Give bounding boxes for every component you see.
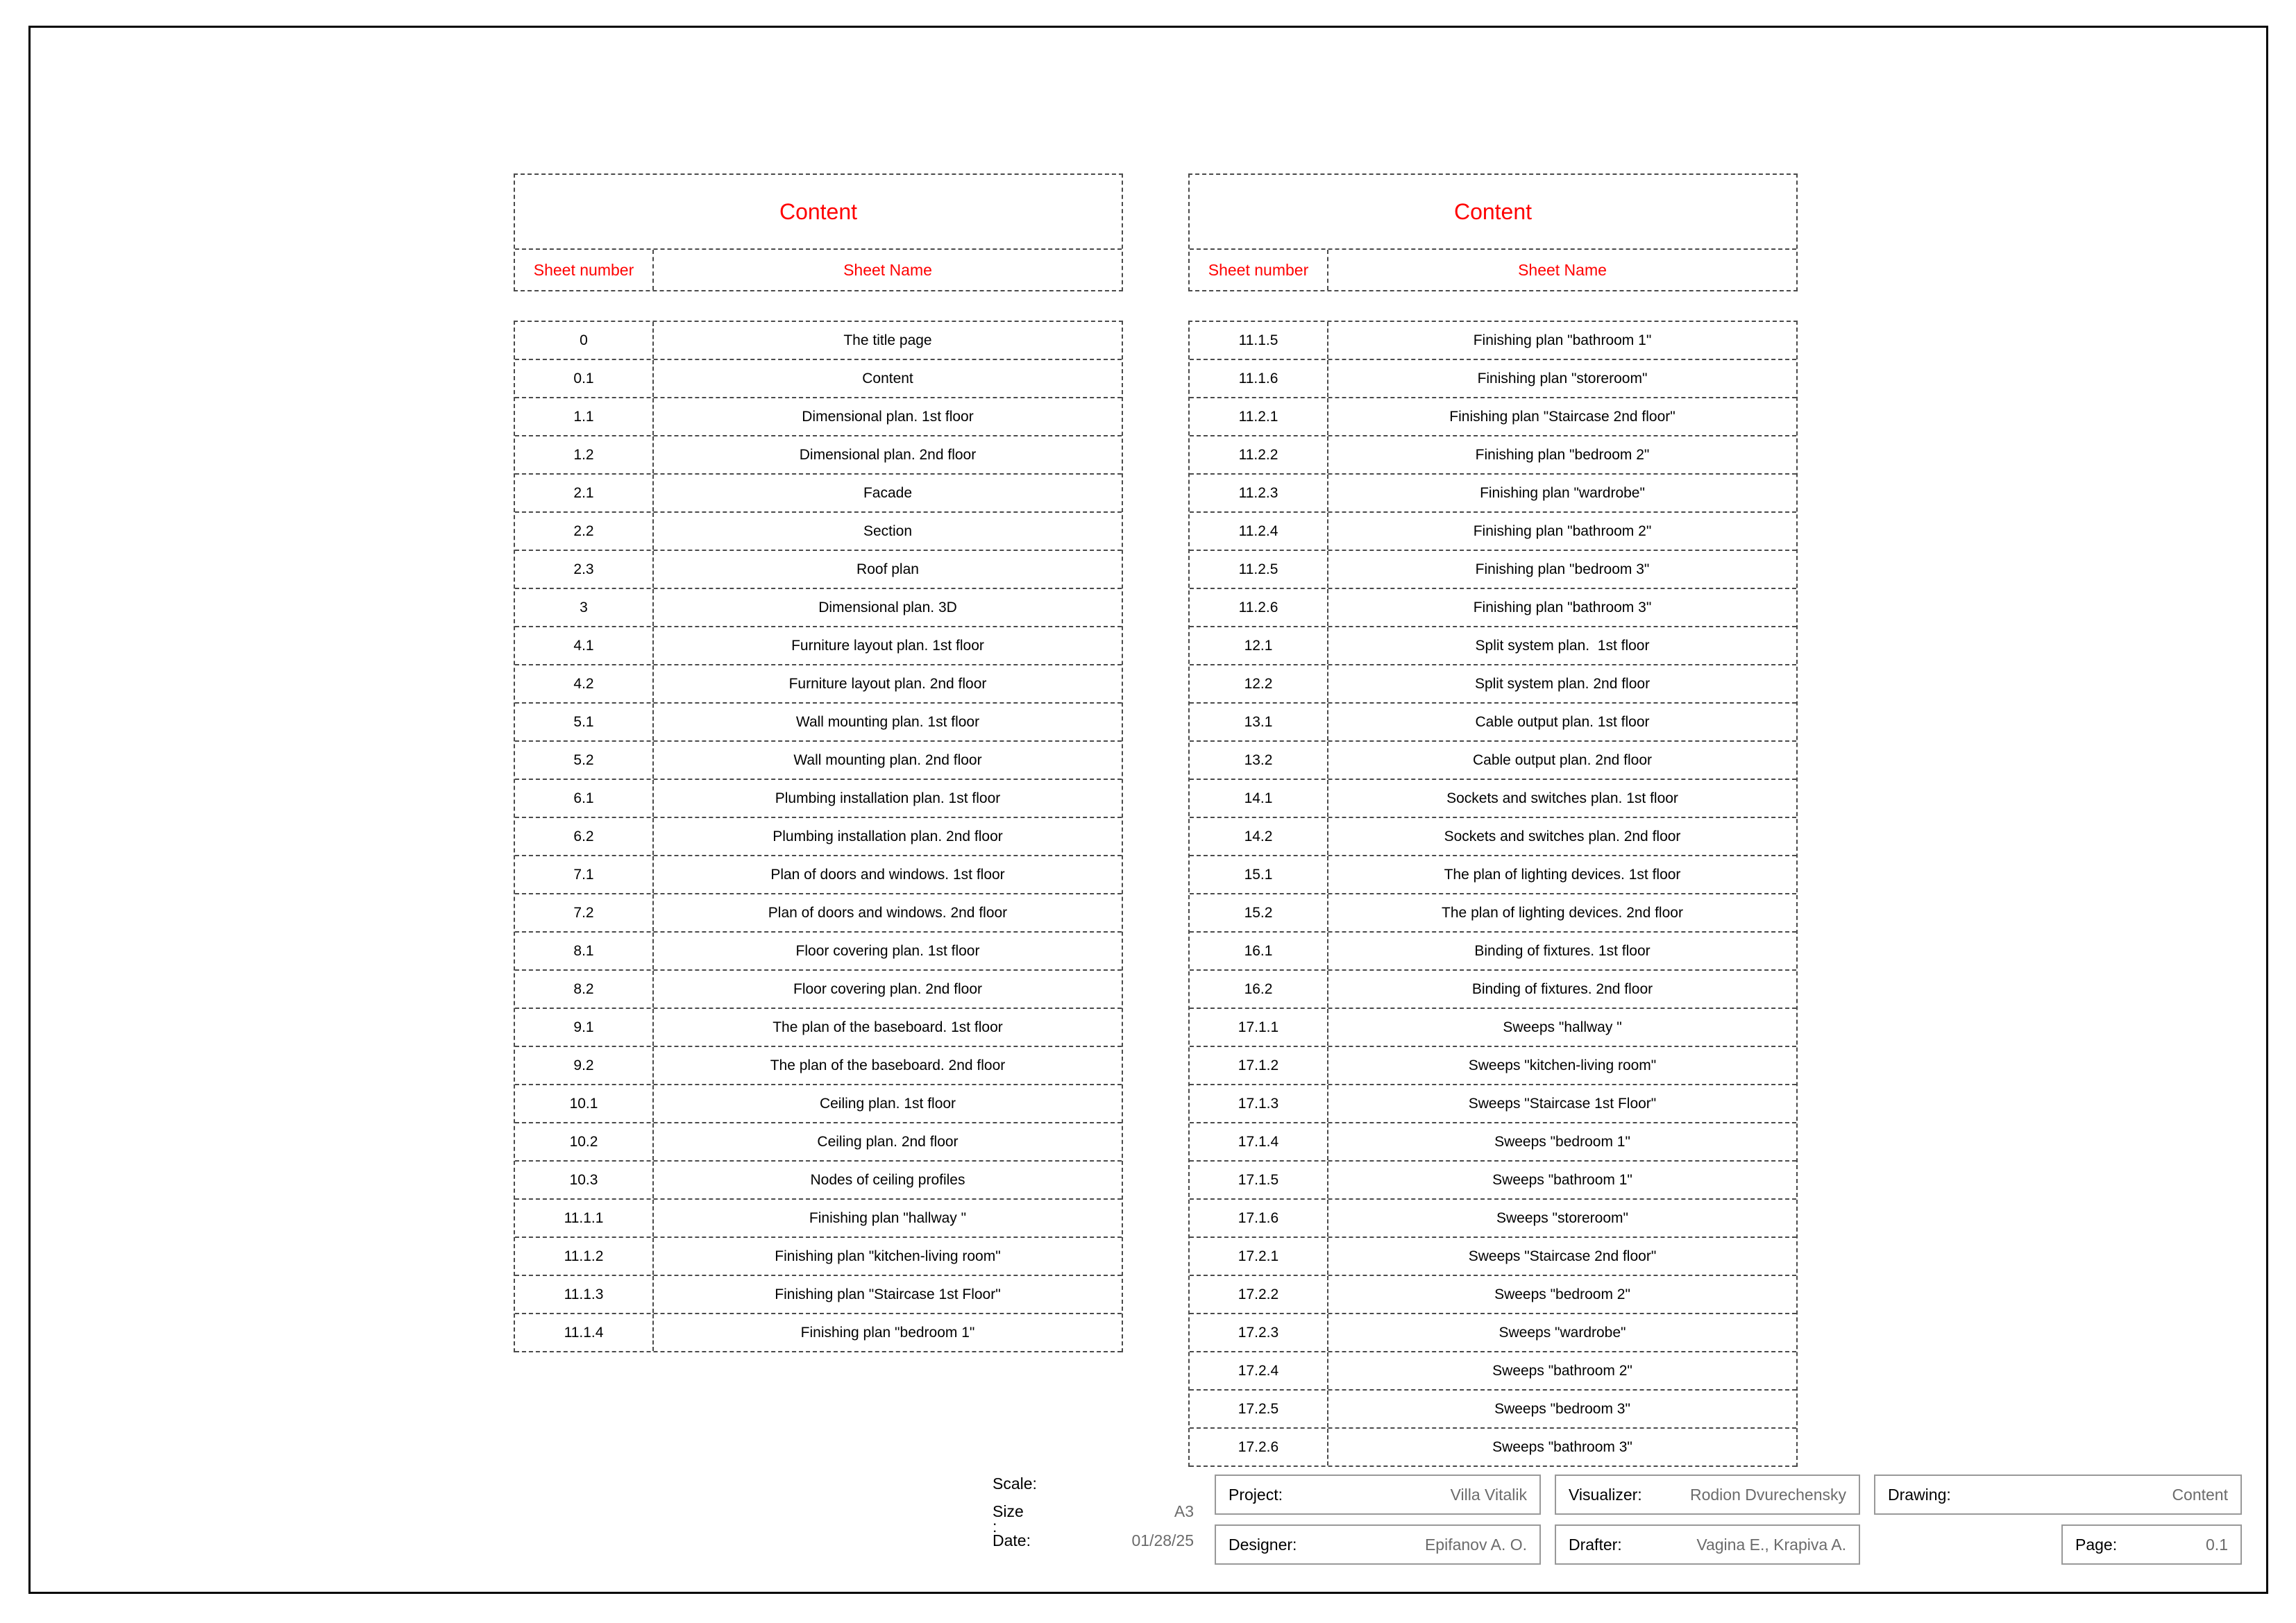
cell-sheet-number: 5.2	[515, 742, 654, 779]
cell-sheet-number: 11.2.3	[1190, 475, 1328, 511]
cell-sheet-number: 17.2.2	[1190, 1276, 1328, 1313]
cell-sheet-number: 11.1.2	[515, 1238, 654, 1275]
cell-sheet-name: Wall mounting plan. 2nd floor	[793, 751, 982, 768]
cell-sheet-number: 0.1	[515, 360, 654, 397]
table-row[interactable]	[1190, 513, 1796, 551]
cell-sheet-name: Plan of doors and windows. 1st floor	[770, 866, 1005, 883]
sheet-border-frame	[28, 26, 2268, 1594]
cell-sheet-name: Sweeps "hallway "	[1503, 1019, 1622, 1035]
cell-sheet-name: Furniture layout plan. 1st floor	[791, 637, 984, 654]
cell-sheet-name: Sweeps "storeroom"	[1496, 1209, 1628, 1226]
drafter-value: Vagina E., Krapiva A.	[1696, 1535, 1846, 1554]
cell-sheet-name: Section	[863, 522, 913, 539]
cell-sheet-name: Finishing plan "bedroom 1"	[800, 1324, 975, 1341]
cell-sheet-number: 2.3	[515, 551, 654, 588]
table-row[interactable]	[515, 322, 1122, 360]
cell-sheet-number: 3	[515, 589, 654, 626]
table-row[interactable]	[515, 589, 1122, 627]
table-row[interactable]	[1190, 933, 1796, 971]
content-title: Content	[1453, 198, 1533, 224]
column-header-sheet-number	[515, 250, 654, 290]
scale-label: Scale:	[993, 1475, 1037, 1493]
content-column-header-row	[515, 250, 1122, 290]
table-row[interactable]	[515, 665, 1122, 704]
cell-sheet-number: 1.1	[515, 398, 654, 435]
cell-sheet-number: 7.1	[515, 856, 654, 893]
visualizer-field[interactable]	[1555, 1475, 1860, 1515]
table-row[interactable]	[515, 780, 1122, 818]
table-row[interactable]	[1190, 1200, 1796, 1238]
cell-sheet-name: Dimensional plan. 3D	[818, 599, 957, 615]
cell-sheet-name: The plan of lighting devices. 2nd floor	[1442, 904, 1683, 921]
visualizer-label: Visualizer:	[1569, 1485, 1642, 1504]
content-table-right-header	[1188, 173, 1798, 291]
table-row[interactable]	[515, 475, 1122, 513]
table-row[interactable]	[515, 856, 1122, 894]
drawing-label: Drawing:	[1888, 1485, 1951, 1504]
cell-sheet-number: 2.1	[515, 475, 654, 511]
cell-sheet-number: 17.1.6	[1190, 1200, 1328, 1237]
column-header-sheet-name	[654, 250, 1122, 290]
cell-sheet-name: The plan of lighting devices. 1st floor	[1444, 866, 1681, 883]
project-field[interactable]	[1215, 1475, 1541, 1515]
cell-sheet-name: Plumbing installation plan. 2nd floor	[773, 828, 1003, 844]
cell-sheet-name: Sweeps "kitchen-living room"	[1468, 1057, 1657, 1073]
cell-sheet-number: 5.1	[515, 704, 654, 740]
cell-sheet-number: 15.1	[1190, 856, 1328, 893]
table-row[interactable]	[515, 1200, 1122, 1238]
cell-sheet-name: The plan of the baseboard. 2nd floor	[770, 1057, 1006, 1073]
cell-sheet-number: 17.2.1	[1190, 1238, 1328, 1275]
cell-sheet-number: 17.1.3	[1190, 1085, 1328, 1122]
cell-sheet-name: Sweeps "bedroom 2"	[1494, 1286, 1630, 1302]
drafter-label: Drafter:	[1569, 1535, 1622, 1554]
cell-sheet-name: Finishing plan "bathroom 1"	[1473, 332, 1652, 348]
table-row[interactable]	[515, 1123, 1122, 1162]
column-header-sheet-name	[1328, 250, 1796, 290]
table-row[interactable]	[515, 1276, 1122, 1314]
table-row[interactable]	[1190, 894, 1796, 933]
content-table-left-header	[514, 173, 1123, 291]
cell-sheet-name: Binding of fixtures. 1st floor	[1474, 942, 1651, 959]
cell-sheet-number: 6.1	[515, 780, 654, 817]
cell-sheet-name: Sweeps "bedroom 3"	[1494, 1400, 1630, 1417]
cell-sheet-name: Sweeps "Staircase 2nd floor"	[1468, 1248, 1657, 1264]
table-row[interactable]	[1190, 971, 1796, 1009]
cell-sheet-name: Finishing plan "wardrobe"	[1480, 484, 1645, 501]
table-row[interactable]	[1190, 1162, 1796, 1200]
cell-sheet-number: 8.1	[515, 933, 654, 969]
column-header-sheet-name-label: Sheet Name	[1518, 260, 1607, 279]
table-row[interactable]	[515, 513, 1122, 551]
table-row[interactable]	[1190, 436, 1796, 475]
cell-sheet-number: 11.2.4	[1190, 513, 1328, 550]
cell-sheet-name: Split system plan. 1st floor	[1475, 637, 1650, 654]
project-value: Villa Vitalik	[1450, 1485, 1527, 1504]
cell-sheet-name: Sweeps "bathroom 2"	[1492, 1362, 1632, 1379]
cell-sheet-name: Sockets and switches plan. 2nd floor	[1444, 828, 1681, 844]
table-row[interactable]	[1190, 1009, 1796, 1047]
page-label: Page:	[2075, 1535, 2118, 1554]
table-row[interactable]	[1190, 704, 1796, 742]
cell-sheet-number: 11.1.4	[515, 1314, 654, 1351]
cell-sheet-name: Dimensional plan. 1st floor	[802, 408, 974, 425]
cell-sheet-name: Finishing plan "storeroom"	[1477, 370, 1648, 386]
table-row[interactable]	[1190, 360, 1796, 398]
cell-sheet-number: 8.2	[515, 971, 654, 1008]
cell-sheet-number: 11.1.6	[1190, 360, 1328, 397]
cell-sheet-name: Plan of doors and windows. 2nd floor	[768, 904, 1008, 921]
table-row[interactable]	[515, 1314, 1122, 1352]
table-row[interactable]	[1190, 1314, 1796, 1352]
cell-sheet-name: The title page	[843, 332, 932, 348]
content-table-left	[514, 173, 1123, 1352]
table-row[interactable]	[1190, 1238, 1796, 1276]
cell-sheet-number: 9.2	[515, 1047, 654, 1084]
content-table-right-body	[1188, 321, 1798, 1467]
content-title-row	[515, 175, 1122, 250]
cell-sheet-number: 17.1.1	[1190, 1009, 1328, 1046]
cell-sheet-name: Finishing plan "Staircase 1st Floor"	[775, 1286, 1001, 1302]
cell-sheet-name: Nodes of ceiling profiles	[810, 1171, 965, 1188]
project-label: Project:	[1229, 1485, 1283, 1504]
table-row[interactable]	[515, 818, 1122, 856]
cell-sheet-name: Facade	[863, 484, 913, 501]
page-field[interactable]	[2061, 1524, 2242, 1565]
column-header-sheet-number-label: Sheet number	[533, 260, 634, 279]
content-table-right	[1188, 173, 1798, 1467]
cell-sheet-name: Finishing plan "bathroom 2"	[1473, 522, 1652, 539]
cell-sheet-number: 17.2.6	[1190, 1429, 1328, 1465]
cell-sheet-number: 16.1	[1190, 933, 1328, 969]
cell-sheet-number: 17.2.5	[1190, 1391, 1328, 1427]
content-column-header-row	[1190, 250, 1796, 290]
cell-sheet-name: Finishing plan "hallway "	[809, 1209, 967, 1226]
drawing-field[interactable]	[1874, 1475, 2242, 1515]
cell-sheet-name: Ceiling plan. 2nd floor	[817, 1133, 959, 1150]
table-row[interactable]	[515, 894, 1122, 933]
cell-sheet-name: Sockets and switches plan. 1st floor	[1446, 790, 1678, 806]
cell-sheet-number: 13.2	[1190, 742, 1328, 779]
cell-sheet-number: 11.2.2	[1190, 436, 1328, 473]
cell-sheet-name: Cable output plan. 1st floor	[1475, 713, 1650, 730]
page-value: 0.1	[2206, 1535, 2228, 1554]
cell-sheet-number: 12.1	[1190, 627, 1328, 664]
scale-size-date-group	[993, 1475, 1201, 1565]
table-row[interactable]	[1190, 475, 1796, 513]
cell-sheet-number: 10.3	[515, 1162, 654, 1198]
cell-sheet-name: Sweeps "bedroom 1"	[1494, 1133, 1630, 1150]
cell-sheet-name: Sweeps "wardrobe"	[1499, 1324, 1626, 1341]
designer-value: Epifanov A. O.	[1424, 1535, 1527, 1554]
table-row[interactable]	[1190, 742, 1796, 780]
table-row[interactable]	[515, 627, 1122, 665]
table-row[interactable]	[1190, 398, 1796, 436]
date-value: 01/28/25	[1131, 1531, 1194, 1549]
cell-sheet-number: 11.1.3	[515, 1276, 654, 1313]
designer-field[interactable]	[1215, 1524, 1541, 1565]
content-title-row	[1190, 175, 1796, 250]
column-header-sheet-number	[1190, 250, 1328, 290]
table-row[interactable]	[1190, 1352, 1796, 1391]
table-row[interactable]	[1190, 589, 1796, 627]
cell-sheet-number: 0	[515, 322, 654, 359]
cell-sheet-name: The plan of the baseboard. 1st floor	[773, 1019, 1003, 1035]
cell-sheet-number: 14.2	[1190, 818, 1328, 855]
title-block	[993, 1475, 2242, 1565]
cell-sheet-number: 10.2	[515, 1123, 654, 1160]
cell-sheet-name: Cable output plan. 2nd floor	[1472, 751, 1653, 768]
cell-sheet-number: 10.1	[515, 1085, 654, 1122]
table-row[interactable]	[1190, 322, 1796, 360]
cell-sheet-name: Roof plan	[856, 561, 919, 577]
cell-sheet-number: 4.1	[515, 627, 654, 664]
table-row[interactable]	[1190, 780, 1796, 818]
table-row[interactable]	[515, 704, 1122, 742]
cell-sheet-name: Furniture layout plan. 2nd floor	[788, 675, 987, 692]
cell-sheet-number: 6.2	[515, 818, 654, 855]
date-row	[993, 1531, 1201, 1552]
drawing-value: Content	[2172, 1485, 2228, 1504]
cell-sheet-number: 1.2	[515, 436, 654, 473]
cell-sheet-number: 4.2	[515, 665, 654, 702]
cell-sheet-name: Ceiling plan. 1st floor	[819, 1095, 956, 1112]
table-row[interactable]	[515, 1047, 1122, 1085]
scale-row	[993, 1475, 1201, 1495]
cell-sheet-number: 7.2	[515, 894, 654, 931]
table-row[interactable]	[515, 742, 1122, 780]
visualizer-value: Rodion Dvurechensky	[1689, 1485, 1846, 1504]
cell-sheet-number: 17.1.2	[1190, 1047, 1328, 1084]
table-row[interactable]	[515, 1009, 1122, 1047]
cell-sheet-number: 17.1.5	[1190, 1162, 1328, 1198]
cell-sheet-number: 11.2.6	[1190, 589, 1328, 626]
table-row[interactable]	[1190, 818, 1796, 856]
table-row[interactable]	[515, 1238, 1122, 1276]
cell-sheet-name: Finishing plan "bedroom 3"	[1475, 561, 1650, 577]
size-value: A3	[1174, 1502, 1194, 1520]
table-row[interactable]	[515, 1162, 1122, 1200]
cell-sheet-number: 17.2.3	[1190, 1314, 1328, 1351]
cell-sheet-name: Finishing plan "kitchen-living room"	[775, 1248, 1001, 1264]
size-label: Size	[993, 1502, 1024, 1520]
cell-sheet-name: Floor covering plan. 2nd floor	[793, 980, 982, 997]
cell-sheet-number: 16.2	[1190, 971, 1328, 1008]
column-header-sheet-name-label: Sheet Name	[843, 260, 932, 279]
cell-sheet-number: 2.2	[515, 513, 654, 550]
cell-sheet-number: 13.1	[1190, 704, 1328, 740]
table-row[interactable]	[1190, 856, 1796, 894]
cell-sheet-name: Wall mounting plan. 1st floor	[795, 713, 980, 730]
cell-sheet-name: Dimensional plan. 2nd floor	[799, 446, 977, 463]
cell-sheet-name: Finishing plan "Staircase 2nd floor"	[1449, 408, 1675, 425]
cell-sheet-name: Split system plan. 2nd floor	[1474, 675, 1651, 692]
cell-sheet-number: 14.1	[1190, 780, 1328, 817]
size-row	[993, 1502, 1201, 1523]
cell-sheet-number: 9.1	[515, 1009, 654, 1046]
cell-sheet-name: Sweeps "bathroom 1"	[1492, 1171, 1632, 1188]
table-row[interactable]	[1190, 1047, 1796, 1085]
cell-sheet-name: Sweeps "Staircase 1st Floor"	[1468, 1095, 1657, 1112]
cell-sheet-number: 15.2	[1190, 894, 1328, 931]
table-row[interactable]	[515, 360, 1122, 398]
content-table-left-body	[514, 321, 1123, 1352]
table-row[interactable]	[1190, 665, 1796, 704]
table-row[interactable]	[1190, 627, 1796, 665]
content-title: Content	[779, 198, 858, 224]
cell-sheet-number: 17.2.4	[1190, 1352, 1328, 1389]
cell-sheet-name: Finishing plan "bedroom 2"	[1475, 446, 1650, 463]
cell-sheet-number: 11.1.1	[515, 1200, 654, 1237]
table-row[interactable]	[515, 933, 1122, 971]
table-row[interactable]	[515, 971, 1122, 1009]
cell-sheet-name: Plumbing installation plan. 1st floor	[775, 790, 1001, 806]
cell-sheet-name: Binding of fixtures. 2nd floor	[1471, 980, 1653, 997]
table-row[interactable]	[1190, 1429, 1796, 1467]
table-row[interactable]	[515, 1085, 1122, 1123]
column-header-sheet-number-label: Sheet number	[1208, 260, 1309, 279]
table-row[interactable]	[1190, 1085, 1796, 1123]
table-row[interactable]	[1190, 1391, 1796, 1429]
cell-sheet-number: 11.1.5	[1190, 322, 1328, 359]
cell-sheet-number: 17.1.4	[1190, 1123, 1328, 1160]
table-row[interactable]	[515, 551, 1122, 589]
cell-sheet-number: 11.2.5	[1190, 551, 1328, 588]
drafter-field[interactable]	[1555, 1524, 1860, 1565]
designer-label: Designer:	[1229, 1535, 1297, 1554]
date-label: Date:	[993, 1531, 1031, 1549]
cell-sheet-name: Content	[862, 370, 913, 386]
table-row[interactable]	[1190, 1123, 1796, 1162]
table-row[interactable]	[515, 398, 1122, 436]
cell-sheet-name: Floor covering plan. 1st floor	[795, 942, 980, 959]
cell-sheet-name: Finishing plan "bathroom 3"	[1473, 599, 1652, 615]
cell-sheet-number: 11.2.1	[1190, 398, 1328, 435]
table-row[interactable]	[515, 436, 1122, 475]
cell-sheet-number: 12.2	[1190, 665, 1328, 702]
cell-sheet-name: Sweeps "bathroom 3"	[1492, 1438, 1632, 1455]
table-row[interactable]	[1190, 551, 1796, 589]
table-row[interactable]	[1190, 1276, 1796, 1314]
size-colon: :	[993, 1518, 997, 1536]
